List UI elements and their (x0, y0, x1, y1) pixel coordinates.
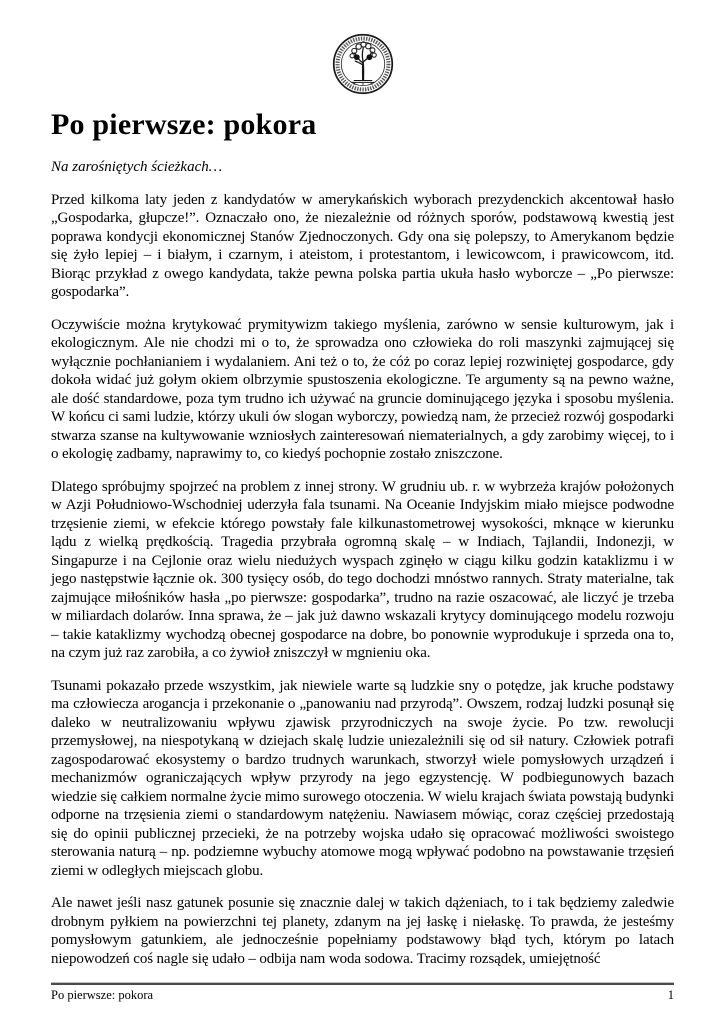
organization-seal-logo (332, 33, 394, 95)
paragraph-4: Tsunami pokazało przede wszystkim, jak niewiele warte są ludzkie sny o potędze, jak kruche podstawy ma człowiecza arogancja i przekonanie o „panowaniu nad przyrodą”. Owszem, rodzaj ludzki posunął się daleko w neutralizowaniu wpływu zjawisk przyrodniczych na swoje życie. Po tzw. rewolucji przemysłowej, na niespotykaną w dziejach skalę ludzie uniezależnili się od sił natury. Człowiek potrafi zagospodarować ekosystemy o bardzo trudnych warunkach, stworzył wiele pomysłowych urządzeń i mechanizmów ograniczających wpływ przyrody na jego egzystencję. W podbiegunowych bazach wiedzie się całkiem normalne życie mimo surowego otoczenia. W wielu krajach świata powstają budynki odporne na trzęsienia ziemi o standardowym natężeniu. Nawiasem mówiąc, coraz częściej przedostają się do opinii publicznej przecieki, że na potrzeby wojska udało się opracować możliwości swoistego sterowania naturą – np. podziemne wybuchy atomowe mogą wpływać podobno na powstawanie trzęsień ziemi w odległych miejscach globu. (51, 677, 674, 879)
page-title: Po pierwsze: pokora (51, 108, 317, 141)
footer-page-number: 1 (667, 988, 674, 1002)
paragraph-2: Oczywiście można krytykować prymitywizm takiego myślenia, zarówno w sensie kulturowym, jak i ekologicznym. Ale nie chodzi mi o to, że sprowadza ono człowieka do roli maszynki zajmującej się wyłącznie pochłanianiem i wydalaniem. Ani też o to, że cóż po coraz lepiej rozwiniętej gospodarce, gdy dokoła widać już gołym okiem olbrzymie spustoszenia ekologiczne. Te argumenty są na pewno ważne, ale dość standardowe, poza tym trudno ich używać na gruncie dominującego języka i sposobu myślenia. W końcu ci sami ludzie, którzy ukuli ów slogan wyborczy, powiedzą nam, że przecież rozwój gospodarki stwarza szanse na kultywowanie wzniosłych zainteresowań niematerialnych, a gdy zarobimy więcej, to i o ekologię zadbamy, naprawimy to, co kiedyś pochopnie zostało zniszczone. (51, 316, 674, 462)
document-subtitle: Na zarośniętych ścieżkach… (51, 159, 223, 175)
paragraph-3: Dlatego spróbujmy spojrzeć na problem z innej strony. W grudniu ub. r. w wybrzeża krajów położonych w Azji Południowo-Wschodniej uderzyła fala tsunami. Na Oceanie Indyjskim miało miejsce podwodne trzęsienie ziemi, w efekcie którego powstały fale kilkunastometrowej wysokości, mknące w kierunku lądu z wielką prędkością. Tragedia przybrała ogromną skalę – w Indiach, Tajlandii, Indonezji, w Singapurze i na Cejlonie oraz wielu niedużych wyspach zginęło w ciągu kilku godzin kataklizmu i w jego następstwie łącznie ok. 300 tysięcy osób, do tego dochodzi mnóstwo rannych. Straty materialne, tak zajmujące miłośników hasła „po pierwsze: gospodarka”, trudno na razie oszacować, ale liczyć je trzeba w miliardach dolarów. Inna sprawa, że – jak już dawno wskazali krytycy dominującego modelu rozwoju – takie kataklizmy wychodzą obecnej gospodarce na dobre, bo ponownie wyprodukuje i sprzeda ona to, na czym już raz zarobiła, a co żywioł zniszczył w mgnieniu oka. (51, 478, 674, 661)
paragraph-5: Ale nawet jeśli nasz gatunek posunie się znacznie dalej w takich dążeniach, to i tak będziemy zaledwie drobnym pyłkiem na powierzchni tej planety, zdanym na jej łaskę i niełaskę. To prawda, że jesteśmy pomysłowym gatunkiem, ale jednocześnie popełniamy podstawowy błąd tych, którym po latach niepowodzeń coś nagle się udało – odbija nam woda sodowa. Tracimy rozsądek, umiejętność (51, 895, 674, 967)
footer-document-title: Po pierwsze: pokora (51, 988, 154, 1002)
page-footer (51, 983, 674, 1003)
tree-seal-emblem-icon (332, 33, 394, 95)
paragraph-1: Przed kilkoma laty jeden z kandydatów w amerykańskich wyborach prezydenckich akcentował hasło „Gospodarka, głupcze!”. Oznaczało ono, że niezależnie od różnych sporów, podstawową kwestią jest poprawa kondycji ekonomicznej Stanów Zjednoczonych. Gdy ona się polepszy, to Amerykanom będzie się żyło lepiej – i białym, i czarnym, i ateistom, i protestantom, i lewicowcom, i prawicowcom, itd. Biorąc przykład z owego kandydata, także pewna polska partia ukuła hasło wyborcze – „Po pierwsze: gospodarka”. (51, 191, 674, 300)
